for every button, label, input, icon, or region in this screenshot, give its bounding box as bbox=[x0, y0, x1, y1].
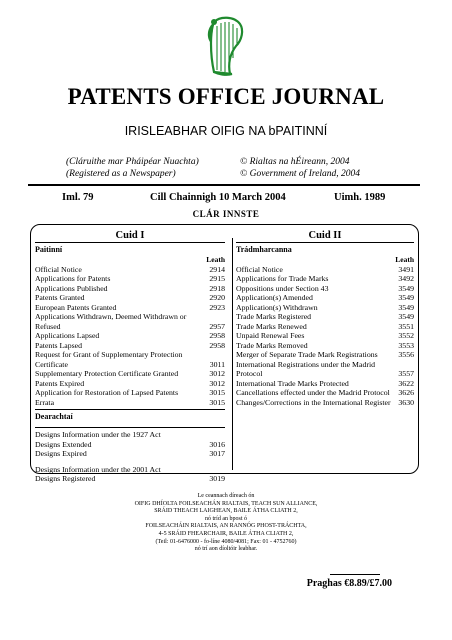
page-column-label: Leath bbox=[206, 255, 225, 264]
toc-entry-page: 3492 bbox=[398, 274, 414, 283]
toc-entry-title: Designs Information under the 1927 Act bbox=[35, 430, 161, 439]
toc-entry bbox=[236, 293, 414, 303]
toc-entry-page: 3491 bbox=[398, 264, 414, 274]
toc-entry-page: 3557 bbox=[398, 369, 414, 378]
journal-subtitle: IRISLEABHAR OIFIG NA bPAITINNÍ bbox=[124, 124, 328, 138]
toc-entry-title: Official Notice bbox=[35, 264, 82, 274]
toc-entry-page: 3553 bbox=[398, 340, 414, 350]
toc-entry-title: Applications for Trade Marks bbox=[236, 274, 329, 283]
toc-entry bbox=[236, 322, 414, 332]
toc-entry-page: 3622 bbox=[398, 378, 414, 388]
toc-entry-page: 3019 bbox=[209, 474, 225, 483]
registration-english: (Registered as a Newspaper) bbox=[66, 169, 176, 179]
toc-entry-page: 3015 bbox=[209, 397, 225, 407]
toc-entry-page: 3012 bbox=[209, 369, 225, 378]
page-column-label: Leath bbox=[395, 255, 414, 264]
toc-entry bbox=[35, 312, 225, 331]
registration-note bbox=[66, 156, 199, 180]
journal-title: PATENTS OFFICE JOURNAL bbox=[67, 84, 385, 109]
price-rule bbox=[330, 574, 380, 575]
toc-entry bbox=[35, 331, 225, 341]
toc-entry-title: Designs Extended bbox=[35, 439, 92, 449]
toc-entry bbox=[35, 303, 225, 313]
patents-section-heading: Paitinní bbox=[35, 245, 63, 254]
toc-entry-page: 2958 bbox=[209, 331, 225, 340]
toc-entry-title: Applications Lapsed bbox=[35, 331, 100, 340]
toc-entry-title: Designs Registered bbox=[35, 474, 96, 483]
toc-entry bbox=[236, 312, 414, 322]
toc-entry bbox=[236, 265, 414, 275]
contents-title: CLÁR INNSTE bbox=[192, 209, 260, 219]
toc-entry-page: 3549 bbox=[398, 283, 414, 293]
toc-entry-page: 2958 bbox=[209, 340, 225, 350]
toc-entry bbox=[236, 398, 414, 408]
toc-entry-page: 3552 bbox=[398, 331, 414, 340]
toc-entry bbox=[236, 350, 414, 360]
toc-entry bbox=[35, 350, 225, 369]
toc-entry-page: 2915 bbox=[209, 274, 225, 283]
publisher-line: nó trí aon díoltóir leabhar. bbox=[194, 546, 258, 553]
toc-entry-page: 3551 bbox=[398, 321, 414, 331]
publisher-info bbox=[40, 493, 412, 554]
part-one-column bbox=[35, 230, 225, 484]
toc-entry bbox=[35, 265, 225, 275]
toc-entry-page: 3556 bbox=[398, 350, 414, 359]
toc-entry bbox=[35, 284, 225, 294]
toc-entry-title: Patents Granted bbox=[35, 293, 85, 302]
toc-entry bbox=[35, 369, 225, 379]
registration-irish: (Cláruithe mar Pháipéar Nuachta) bbox=[66, 157, 199, 167]
toc-entry-page: 3549 bbox=[398, 302, 414, 312]
toc-entry bbox=[236, 274, 414, 284]
toc-entry bbox=[236, 388, 414, 398]
toc-entry bbox=[35, 398, 225, 408]
toc-entry-title: International Registrations under the Madrid Protocol bbox=[236, 359, 376, 378]
toc-entry-title: Trade Marks Registered bbox=[236, 312, 312, 321]
toc-entry-title: Application(s) Withdrawn bbox=[236, 302, 318, 312]
toc-entry-title: Oppositions under Section 43 bbox=[236, 283, 329, 293]
toc-entry-page: 3011 bbox=[209, 359, 225, 369]
toc-entry-title: Errata bbox=[35, 397, 55, 407]
toc-entry-title: Merger of Separate Trade Mark Registrations bbox=[236, 350, 378, 359]
toc-entry bbox=[35, 388, 225, 398]
issue-place-date: Cill Chainnigh 10 March 2004 bbox=[150, 192, 286, 203]
copyright-irish: © Rialtas na hÉireann, 2004 bbox=[240, 157, 350, 167]
toc-entry-title: Applications for Patents bbox=[35, 274, 111, 283]
toc-entry bbox=[236, 303, 414, 313]
toc-entry bbox=[35, 274, 225, 284]
price: Praghas €8.89/£7.00 bbox=[306, 578, 392, 589]
part-two-column bbox=[236, 230, 414, 407]
toc-entry bbox=[35, 430, 225, 440]
toc-entry bbox=[35, 474, 225, 484]
trademarks-section-heading: Trádmharcanna bbox=[236, 245, 292, 254]
toc-entry-page: 3015 bbox=[209, 388, 225, 397]
toc-entry bbox=[236, 379, 414, 389]
toc-entry-page: 3630 bbox=[398, 397, 414, 407]
toc-entry-title: Changes/Corrections in the International Register bbox=[236, 397, 391, 407]
toc-entry-title: International Trade Marks Protected bbox=[236, 378, 349, 388]
toc-entry-page: 3549 bbox=[398, 293, 414, 302]
toc-entry-page: 3012 bbox=[209, 378, 225, 388]
toc-entry-page: 2923 bbox=[209, 302, 225, 312]
toc-entry bbox=[35, 293, 225, 303]
toc-entry bbox=[236, 284, 414, 294]
publisher-line: OIFIG DHÍOLTA FOILSEACHÁN RIALTAIS, TEACH SUN ALLIANCE, bbox=[134, 500, 318, 507]
toc-entry-title: Designs Expired bbox=[35, 449, 87, 458]
publisher-line: nó tríd an bpost ó bbox=[205, 515, 247, 522]
copyright-note bbox=[240, 156, 360, 180]
publisher-line: (Teil: 01-6476000 - fo-líne 4080/4081; Fax: 01 - 4752760) bbox=[155, 538, 297, 545]
copyright-english: © Government of Ireland, 2004 bbox=[240, 169, 361, 179]
part-two-heading: Cuid II bbox=[236, 230, 414, 243]
toc-entry-title: Unpaid Renewal Fees bbox=[236, 331, 305, 340]
publisher-line: 4-5 SRÁID FHEARCHAIR, BAILE ÁTHA CLIATH 2, bbox=[158, 530, 294, 537]
toc-entry-title: Supplementary Protection Certificate Granted bbox=[35, 369, 179, 378]
toc-entry-page: 2957 bbox=[209, 321, 225, 331]
toc-entry-page: 3016 bbox=[209, 439, 225, 449]
toc-entry-title: Patents Expired bbox=[35, 378, 85, 388]
toc-entry-title: Request for Grant of Supplementary Protection Certificate bbox=[35, 350, 183, 369]
trademarks-list bbox=[236, 265, 414, 408]
toc-entry bbox=[236, 331, 414, 341]
toc-entry-page: 3549 bbox=[398, 312, 414, 321]
designs-section-heading: Dearachtaí bbox=[35, 412, 73, 421]
toc-entry-page: 3017 bbox=[209, 449, 225, 458]
toc-entry-page: 3626 bbox=[398, 388, 414, 397]
publisher-line: Le ceannach díreach ón bbox=[197, 493, 255, 499]
toc-entry-title: Cancellations effected under the Madrid Protocol bbox=[236, 388, 390, 397]
harp-emblem-icon bbox=[200, 14, 250, 80]
toc-entry-page: 2918 bbox=[209, 283, 225, 293]
toc-entry bbox=[35, 341, 225, 351]
designs-2001-list bbox=[35, 465, 225, 484]
publisher-line: FOILSEACHÁIN RIALTAIS, AN RANNÓG PHOST-TRÁCHTA, bbox=[145, 523, 307, 530]
publisher-line: SRÁID THEACH LAIGHEAN, BAILE ÁTHA CLIATH 2, bbox=[154, 508, 298, 515]
toc-entry-page: 2920 bbox=[209, 293, 225, 302]
toc-entry bbox=[35, 449, 225, 459]
part-one-heading: Cuid I bbox=[35, 230, 225, 243]
toc-entry-page: 2914 bbox=[209, 264, 225, 274]
issue-volume: Iml. 79 bbox=[62, 192, 94, 203]
toc-entry-title: Application(s) Amended bbox=[236, 293, 313, 302]
toc-entry bbox=[236, 360, 414, 379]
toc-entry-title: Trade Marks Removed bbox=[236, 340, 308, 350]
section-divider bbox=[35, 427, 225, 428]
issue-top-rule bbox=[28, 184, 420, 186]
toc-entry-title: Application for Restoration of Lapsed Patents bbox=[35, 388, 179, 397]
toc-entry-title: Trade Marks Renewed bbox=[236, 321, 307, 331]
patents-list bbox=[35, 265, 225, 408]
toc-entry-title: Applications Published bbox=[35, 283, 108, 293]
toc-entry-title: Patents Lapsed bbox=[35, 340, 82, 350]
toc-entry-title: Official Notice bbox=[236, 264, 283, 274]
toc-entry bbox=[35, 379, 225, 389]
issue-number: Uimh. 1989 bbox=[334, 192, 386, 203]
toc-entry-title: Applications Withdrawn, Deemed Withdrawn or Refused bbox=[35, 312, 187, 331]
toc-entry bbox=[35, 465, 225, 475]
section-divider bbox=[35, 409, 225, 410]
designs-1927-list bbox=[35, 430, 225, 459]
toc-entry bbox=[236, 341, 414, 351]
toc-entry-title: European Patents Granted bbox=[35, 302, 117, 312]
column-divider bbox=[232, 238, 233, 470]
toc-entry bbox=[35, 440, 225, 450]
toc-entry-title: Designs Information under the 2001 Act bbox=[35, 464, 161, 474]
